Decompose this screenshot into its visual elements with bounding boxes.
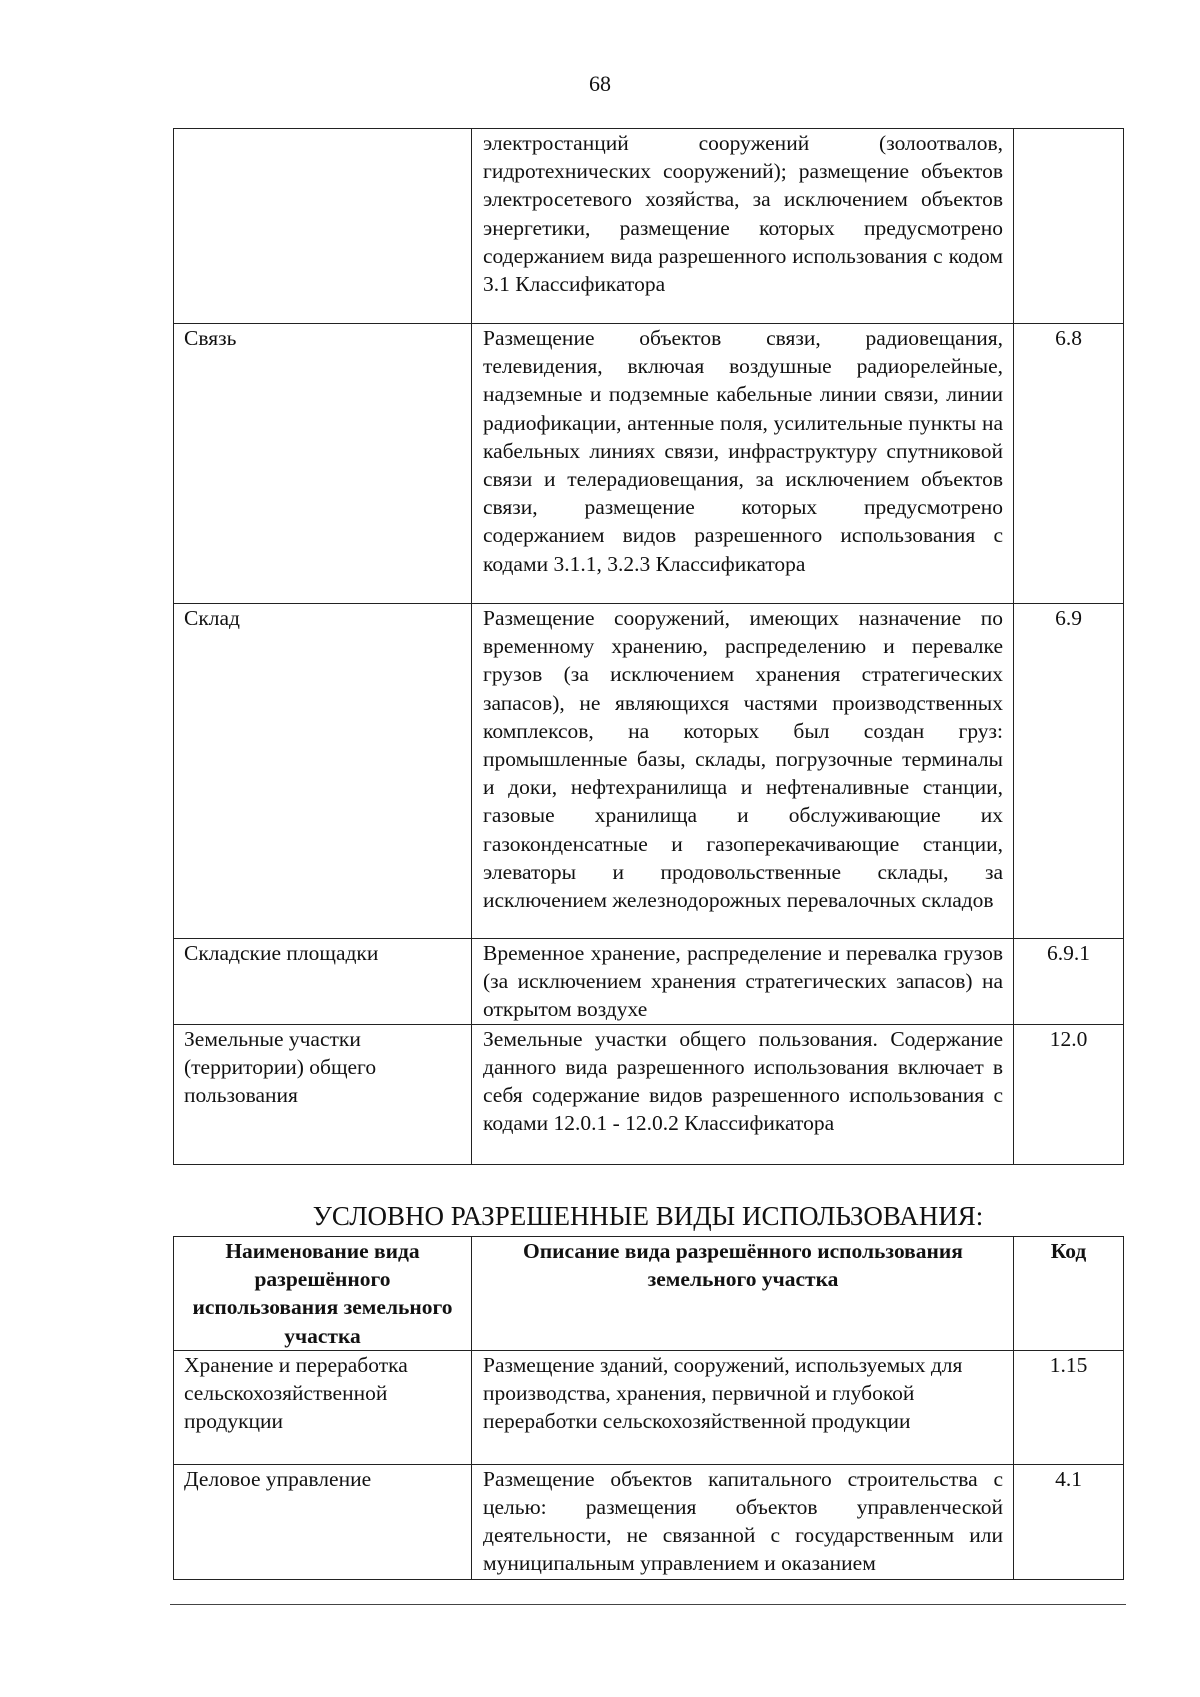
page-number: 68 xyxy=(589,71,611,96)
column-header-code: Код xyxy=(1014,1237,1124,1351)
use-description: Земельные участки общего пользования. Содержание данного вида разрешенного использования включает в себя содержание видов разрешенного использования с кодами 12.0.1 - 12.0.2 Классификатора xyxy=(472,1024,1014,1164)
use-code: 6.8 xyxy=(1014,324,1124,604)
use-description: Размещение объектов капитального строительства с целью: размещения объектов управленческой деятельности, не связанной с государственным или муниципальным управлением и оказанием xyxy=(472,1464,1014,1579)
use-code: 1.15 xyxy=(1014,1350,1124,1464)
use-description: Размещение объектов связи, радиовещания, телевидения, включая воздушные радиорелейные, надземные и подземные кабельные линии связи, линии радиофикации, антенные поля, усилительные пункты на кабельных линиях связи, инфраструктуру спутниковой связи и телерадиовещания, за исключением объектов связи, размещение которых предусмотрено содержанием видов разрешенного использования с кодами 3.1.1, 3.2.3 Классификатора xyxy=(472,324,1014,604)
use-name xyxy=(174,129,472,324)
table-row xyxy=(174,939,1124,1025)
conditionally-permitted-uses-table xyxy=(173,1236,1124,1580)
table-row xyxy=(174,1464,1124,1579)
use-code: 6.9.1 xyxy=(1014,939,1124,1025)
use-description: Временное хранение, распределение и перевалка грузов (за исключением хранения стратегических запасов) на открытом воздухе xyxy=(472,939,1014,1025)
table-row xyxy=(174,1350,1124,1464)
table-row xyxy=(174,324,1124,604)
use-code: 12.0 xyxy=(1014,1024,1124,1164)
table-row xyxy=(174,604,1124,939)
use-name: Хранение и переработка сельскохозяйственной продукции xyxy=(174,1350,472,1464)
permitted-uses-table-continued xyxy=(173,128,1124,1165)
use-name: Земельные участки (территории) общего пользования xyxy=(174,1024,472,1164)
use-code: 6.9 xyxy=(1014,604,1124,939)
use-name: Связь xyxy=(174,324,472,604)
use-description: Размещение зданий, сооружений, используемых для производства, хранения, первичной и глубокой переработки сельскохозяйственной продукции xyxy=(472,1350,1014,1464)
table-header-row xyxy=(174,1237,1124,1351)
table-row xyxy=(174,1024,1124,1164)
use-name: Склад xyxy=(174,604,472,939)
section-heading: УСЛОВНО РАЗРЕШЕННЫЕ ВИДЫ ИСПОЛЬЗОВАНИЯ: xyxy=(312,1201,984,1231)
use-name: Деловое управление xyxy=(174,1464,472,1579)
column-header-description: Описание вида разрешённого использования земельного участка xyxy=(472,1237,1014,1351)
use-name: Складские площадки xyxy=(174,939,472,1025)
use-code xyxy=(1014,129,1124,324)
column-header-name: Наименование вида разрешённого использования земельного участка xyxy=(174,1237,472,1351)
use-description: Размещение сооружений, имеющих назначение по временному хранению, распределению и перевалке грузов (за исключением хранения стратегических запасов), не являющихся частями производственных комплексов, на которых был создан груз: промышленные базы, склады, погрузочные терминалы и доки, нефтехранилища и нефтеналивные станции, газовые хранилища и обслуживающие их газоконденсатные и газоперекачивающие станции, элеваторы и продовольственные склады, за исключением железнодорожных перевалочных складов xyxy=(472,604,1014,939)
table-row xyxy=(174,129,1124,324)
footer-divider xyxy=(170,1604,1126,1605)
use-code: 4.1 xyxy=(1014,1464,1124,1579)
use-description: электростанций сооружений (золоотвалов, гидротехнических сооружений); размещение объектов электросетевого хозяйства, за исключением объектов энергетики, размещение которых предусмотрено содержанием вида разрешенного использования с кодом 3.1 Классификатора xyxy=(472,129,1014,324)
